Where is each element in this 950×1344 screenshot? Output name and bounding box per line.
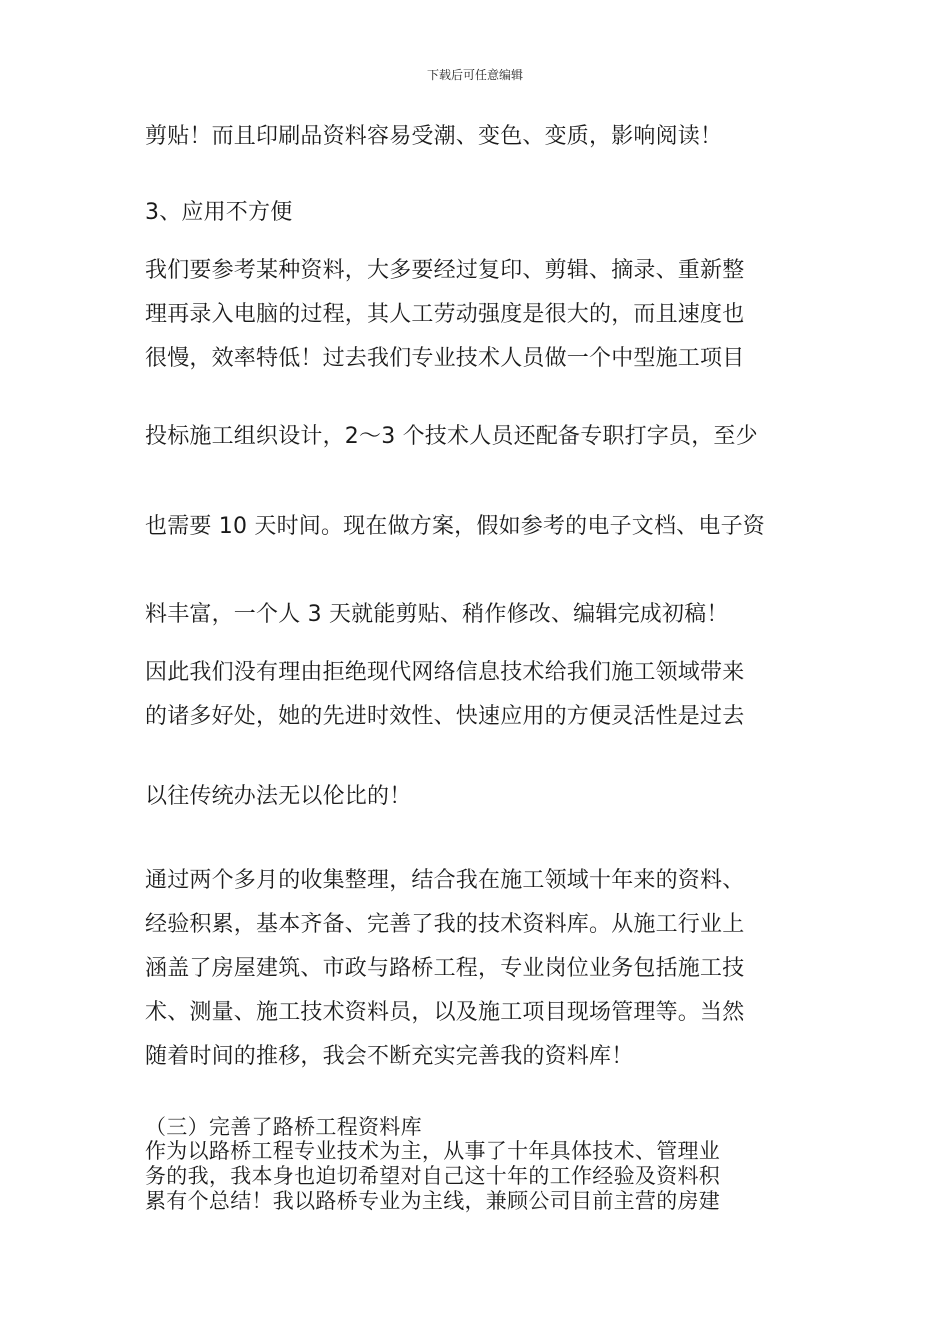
text-line: 通过两个多月的收集整理，结合我在施工领域十年来的资料、: [145, 868, 745, 893]
text-line: 理再录入电脑的过程，其人工劳动强度是很大的，而且速度也: [145, 302, 745, 327]
text-line: 投标施工组织设计，2～3 个技术人员还配备专职打字员，至少: [145, 424, 758, 449]
text-line: 因此我们没有理由拒绝现代网络信息技术给我们施工领域带来: [145, 660, 745, 685]
text-line: 料丰富，一个人 3 天就能剪贴、稍作修改、编辑完成初稿！: [145, 602, 729, 627]
text-line: 的诸多好处，她的先进时效性、快速应用的方便灵活性是过去: [145, 704, 745, 729]
text-line: 也需要 10 天时间。现在做方案，假如参考的电子文档、电子资: [145, 514, 765, 539]
text-line: 术、测量、施工技术资料员，以及施工项目现场管理等。当然: [145, 1000, 745, 1025]
text-line: 随着时间的推移，我会不断充实完善我的资料库！: [145, 1044, 634, 1069]
text-line: 剪贴！而且印刷品资料容易受潮、变色、变质，影响阅读！: [145, 124, 723, 149]
subsection-heading: （三）完善了路桥工程资料库: [145, 1115, 422, 1139]
section-heading: 3、应用不方便: [145, 200, 293, 225]
text-line: 涵盖了房屋建筑、市政与路桥工程，专业岗位业务包括施工技: [145, 956, 745, 981]
text-line: 作为以路桥工程专业技术为主，从事了十年具体技术、管理业: [145, 1139, 721, 1163]
text-line: 我们要参考某种资料，大多要经过复印、剪辑、摘录、重新整: [145, 258, 745, 283]
text-line: 很慢，效率特低！过去我们专业技术人员做一个中型施工项目: [145, 346, 745, 371]
text-line: 以往传统办法无以伦比的！: [145, 784, 412, 809]
text-line: 经验积累，基本齐备、完善了我的技术资料库。从施工行业上: [145, 912, 745, 937]
text-line: 务的我，我本身也迫切希望对自己这十年的工作经验及资料积: [145, 1164, 721, 1188]
page-header: 下载后可任意编辑: [426, 68, 523, 82]
text-line: 累有个总结！我以路桥专业为主线，兼顾公司目前主营的房建: [145, 1189, 721, 1213]
